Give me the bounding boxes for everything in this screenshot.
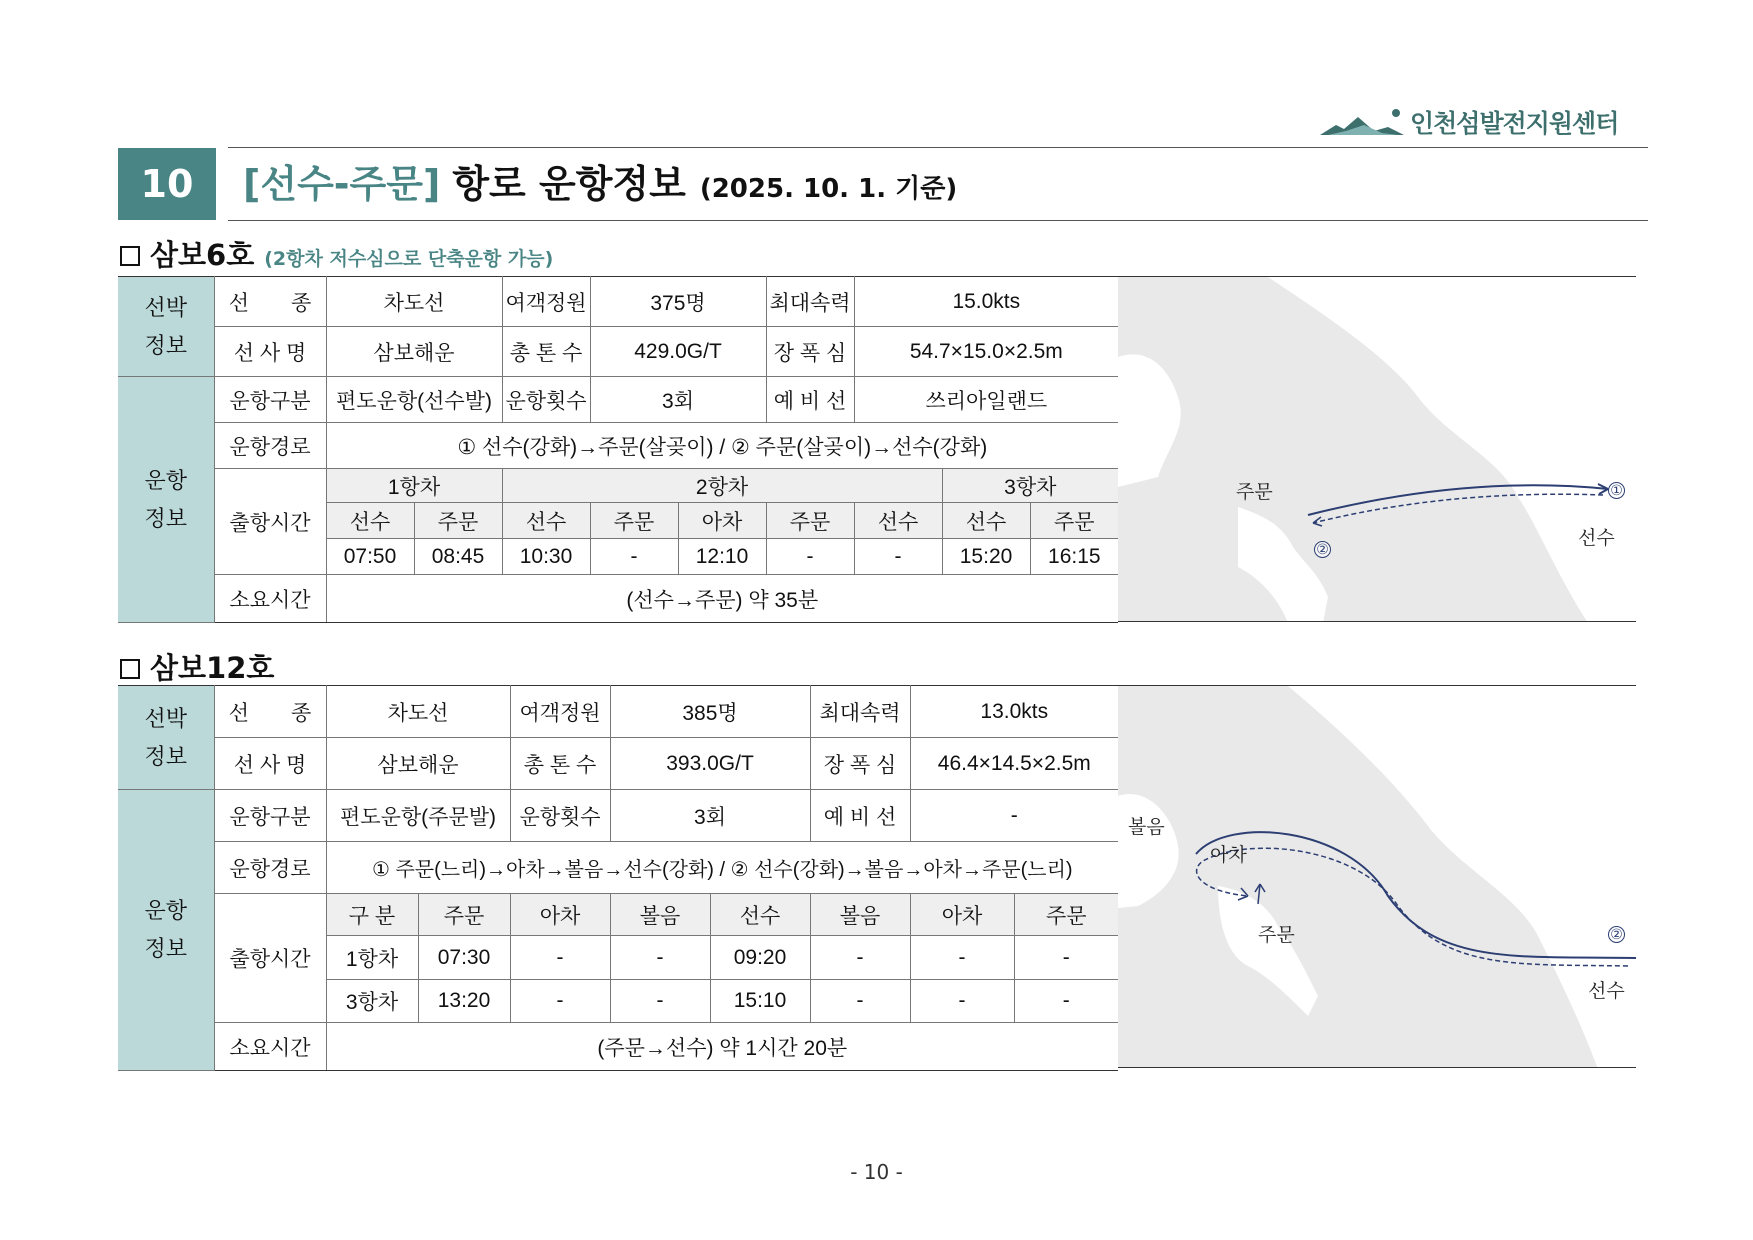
time-cell: - <box>610 936 710 980</box>
time-cell: 10:30 <box>502 539 590 575</box>
reserve-value: - <box>910 790 1118 842</box>
port-cell: 주문 <box>414 503 502 539</box>
type-label: 선 종 <box>214 277 326 327</box>
port-cell: 선수 <box>502 503 590 539</box>
max-speed-value: 13.0kts <box>910 686 1118 738</box>
dimensions-label: 장 폭 심 <box>810 738 910 790</box>
time-cell: - <box>510 980 610 1023</box>
trip-2-header: 2항차 <box>502 469 942 503</box>
op-type-value: 편도운항(주문발) <box>326 790 510 842</box>
port-cell: 선수 <box>854 503 942 539</box>
tonnage-label: 총 톤 수 <box>510 738 610 790</box>
vessel-info-group: 선박 정보 <box>118 686 214 790</box>
time-cell: - <box>1014 936 1118 980</box>
type-value: 차도선 <box>326 686 510 738</box>
checkbox-square-icon <box>120 659 140 679</box>
schedule-row-label: 1항차 <box>326 936 418 980</box>
map1-marker-2: ② <box>1314 541 1331 558</box>
time-cell: - <box>854 539 942 575</box>
ship2-name: 삼보12호 <box>150 651 275 685</box>
schedule-header-cell: 볼음 <box>610 894 710 936</box>
ship1-route-map <box>1118 276 1636 622</box>
checkbox-square-icon <box>120 246 140 266</box>
port-cell: 선수 <box>942 503 1030 539</box>
schedule-header-cell: 주문 <box>1014 894 1118 936</box>
duration-label: 소요시간 <box>214 575 326 623</box>
time-cell: - <box>1014 980 1118 1023</box>
duration-value: (주문→선수) 약 1시간 20분 <box>326 1023 1118 1071</box>
op-count-value: 3회 <box>590 377 766 423</box>
port-cell: 주문 <box>1030 503 1118 539</box>
passengers-label: 여객정원 <box>510 686 610 738</box>
map1-canvas <box>1118 277 1636 622</box>
time-cell: 07:50 <box>326 539 414 575</box>
passengers-label: 여객정원 <box>502 277 590 327</box>
route-label: 운항경로 <box>214 842 326 894</box>
tonnage-value: 393.0G/T <box>610 738 810 790</box>
type-value: 차도선 <box>326 277 502 327</box>
vessel-info-group: 선박 정보 <box>118 277 214 377</box>
map1-label-seonsu: 선수 <box>1578 528 1615 549</box>
dimensions-value: 54.7×15.0×2.5m <box>854 327 1118 377</box>
max-speed-label: 최대속력 <box>766 277 854 327</box>
trip-1-header: 1항차 <box>326 469 502 503</box>
map2-marker-2: ② <box>1608 926 1625 943</box>
time-cell: - <box>510 936 610 980</box>
time-cell: 07:30 <box>418 936 510 980</box>
header-bottom-line <box>228 220 1648 221</box>
ship2-heading <box>120 646 274 687</box>
map2-label-jumun: 주문 <box>1258 925 1295 946</box>
reserve-label: 예 비 선 <box>766 377 854 423</box>
route-bracket: [선수-주문] <box>243 162 441 206</box>
op-count-value: 3회 <box>610 790 810 842</box>
schedule-header-cell: 주문 <box>418 894 510 936</box>
time-cell: 09:20 <box>710 936 810 980</box>
time-cell: - <box>910 980 1014 1023</box>
time-cell: 15:10 <box>710 980 810 1023</box>
tonnage-label: 총 톤 수 <box>502 327 590 377</box>
max-speed-label: 최대속력 <box>810 686 910 738</box>
ship1-note: (2항차 저수심으로 단축운항 가능) <box>264 248 554 270</box>
ship2-info-table <box>118 685 1118 1071</box>
route-title: 항로 운항정보 <box>452 162 686 206</box>
time-cell: - <box>590 539 678 575</box>
duration-label: 소요시간 <box>214 1023 326 1071</box>
schedule-header-cell: 아차 <box>910 894 1014 936</box>
map2-label-seonsu: 선수 <box>1588 981 1625 1002</box>
route-value: ① 주문(느리)→아차→볼음→선수(강화) / ② 선수(강화)→볼음→아차→주문(느리) <box>326 842 1118 894</box>
port-cell: 주문 <box>590 503 678 539</box>
route-label: 운항경로 <box>214 423 326 469</box>
passengers-value: 385명 <box>610 686 810 738</box>
ship2-route-map <box>1118 685 1636 1068</box>
time-cell: 15:20 <box>942 539 1030 575</box>
trip-3-header: 3항차 <box>942 469 1118 503</box>
page-number: - 10 - <box>850 1160 903 1184</box>
schedule-header-cell: 선수 <box>710 894 810 936</box>
time-cell: - <box>766 539 854 575</box>
departure-label: 출항시간 <box>214 894 326 1023</box>
time-cell: 12:10 <box>678 539 766 575</box>
time-cell: - <box>810 980 910 1023</box>
island-wave-icon <box>1318 105 1406 139</box>
passengers-value: 375명 <box>590 277 766 327</box>
time-cell: - <box>610 980 710 1023</box>
map1-label-jumun: 주문 <box>1236 482 1273 503</box>
time-cell: 16:15 <box>1030 539 1118 575</box>
op-count-label: 운항횟수 <box>510 790 610 842</box>
schedule-row-label: 3항차 <box>326 980 418 1023</box>
port-cell: 아차 <box>678 503 766 539</box>
type-label: 선 종 <box>214 686 326 738</box>
route-value: ① 선수(강화)→주문(살곶이) / ② 주문(살곶이)→선수(강화) <box>326 423 1118 469</box>
departure-label: 출항시간 <box>214 469 326 575</box>
max-speed-value: 15.0kts <box>854 277 1118 327</box>
company-value: 삼보해운 <box>326 738 510 790</box>
page-title <box>243 150 957 218</box>
map2-canvas <box>1118 686 1636 1068</box>
op-type-label: 운항구분 <box>214 377 326 423</box>
port-cell: 선수 <box>326 503 414 539</box>
schedule-header-cell: 볼음 <box>810 894 910 936</box>
map2-label-boreum: 볼음 <box>1128 817 1165 838</box>
center-logo <box>1318 102 1640 142</box>
op-type-label: 운항구분 <box>214 790 326 842</box>
reserve-label: 예 비 선 <box>810 790 910 842</box>
ship1-info-table <box>118 276 1118 623</box>
company-label: 선 사 명 <box>214 327 326 377</box>
port-cell: 주문 <box>766 503 854 539</box>
time-cell: - <box>810 936 910 980</box>
schedule-header-cell: 구 분 <box>326 894 418 936</box>
section-number: 10 <box>118 148 216 220</box>
header-top-line <box>228 147 1648 148</box>
company-label: 선 사 명 <box>214 738 326 790</box>
map1-marker-1: ① <box>1608 482 1625 499</box>
date-note: (2025. 10. 1. 기준) <box>699 174 958 204</box>
dimensions-value: 46.4×14.5×2.5m <box>910 738 1118 790</box>
time-cell: 13:20 <box>418 980 510 1023</box>
op-type-value: 편도운항(선수발) <box>326 377 502 423</box>
dimensions-label: 장 폭 심 <box>766 327 854 377</box>
operation-info-group: 운항 정보 <box>118 790 214 1071</box>
reserve-value: 쓰리아일랜드 <box>854 377 1118 423</box>
time-cell: 08:45 <box>414 539 502 575</box>
operation-info-group: 운항 정보 <box>118 377 214 623</box>
tonnage-value: 429.0G/T <box>590 327 766 377</box>
schedule-header-cell: 아차 <box>510 894 610 936</box>
op-count-label: 운항횟수 <box>502 377 590 423</box>
duration-value: (선수→주문) 약 35분 <box>326 575 1118 623</box>
time-cell: - <box>910 936 1014 980</box>
company-value: 삼보해운 <box>326 327 502 377</box>
map2-label-acha: 아차 <box>1210 845 1247 866</box>
ship1-heading <box>120 233 553 274</box>
ship1-name: 삼보6호 <box>150 238 255 272</box>
logo-text: 인천섬발전지원센터 <box>1410 109 1619 138</box>
